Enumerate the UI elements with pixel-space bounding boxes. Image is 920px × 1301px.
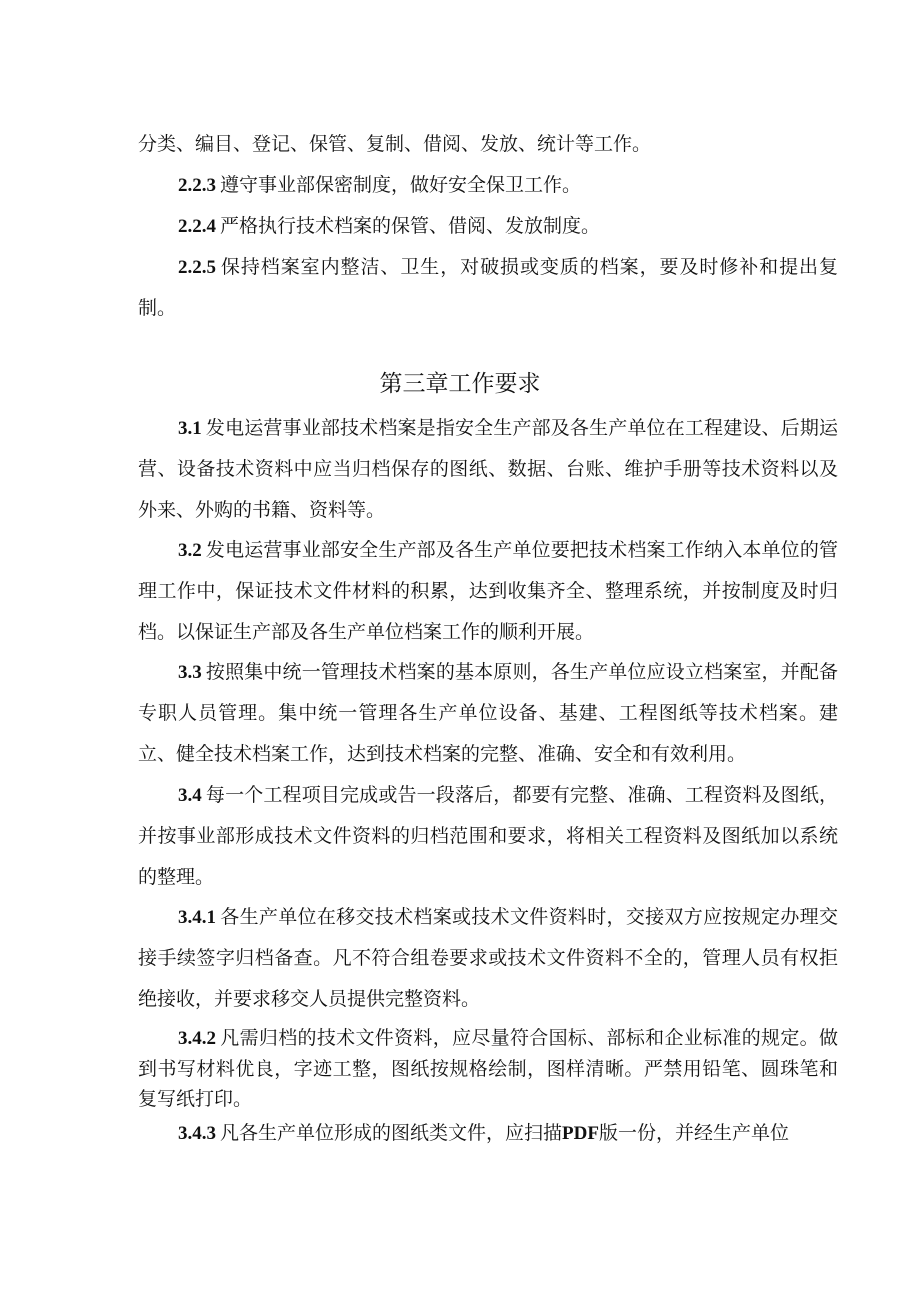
- clause-3-3: [138, 652, 838, 775]
- clause-3-1: [138, 408, 838, 531]
- clause-text: 保持档案室内整洁、卫生，对破损或变质的档案，要及时修补和提出复制。: [138, 256, 838, 319]
- clause-text: 发电运营事业部技术档案是指安全生产部及各生产单位在工程建设、后期运营、设备技术资料中应当归档保存的图纸、数据、台账、维护手册等技术资料以及外来、外购的书籍、资料等。: [138, 417, 838, 521]
- clause-2-2-3: [138, 165, 838, 206]
- clause-3-4: [138, 775, 838, 898]
- clause-number: 3.4.1: [178, 907, 216, 928]
- clause-3-4-1: [138, 897, 838, 1020]
- clause-number: 3.4.3: [178, 1123, 216, 1144]
- clause-3-4-3: [138, 1113, 838, 1154]
- clause-number: 3.4.2: [178, 1028, 216, 1049]
- clause-number: 3.2: [178, 540, 202, 561]
- paragraph-text: 分类、编目、登记、保管、复制、借阅、发放、统计等工作。: [138, 133, 652, 155]
- clause-3-2: [138, 530, 838, 653]
- clause-text-after: 版一份，并经生产单位: [598, 1122, 789, 1144]
- clause-text: 发电运营事业部安全生产部及各生产单位要把技术档案工作纳入本单位的管理工作中，保证技术文件材料的积累，达到收集齐全、整理系统，并按制度及时归档。以保证生产部及各生产单位档案工作的顺利开展。: [138, 539, 838, 643]
- clause-number: 2.2.3: [178, 175, 216, 196]
- clause-text: 遵守事业部保密制度，做好安全保卫工作。: [220, 174, 582, 196]
- clause-number: 2.2.4: [178, 216, 216, 237]
- chapter-title: 第三章工作要求: [379, 371, 541, 397]
- clause-text: 每一个工程项目完成或告一段落后，都要有完整、准确、工程资料及图纸，并按事业部形成技术文件资料的归档范围和要求，将相关工程资料及图纸加以系统的整理。: [138, 784, 838, 888]
- clause-text: 各生产单位在移交技术档案或技术文件资料时，交接双方应按规定办理交接手续签字归档备查。凡不符合组卷要求或技术文件资料不全的，管理人员有权拒绝接收，并要求移交人员提供完整资料。: [138, 906, 838, 1010]
- clause-number: 3.4: [178, 785, 202, 806]
- clause-number: 2.2.5: [178, 257, 216, 278]
- paragraph-continuation: [138, 124, 838, 165]
- clause-text: 严格执行技术档案的保管、借阅、发放制度。: [220, 215, 601, 237]
- clause-2-2-5: [138, 247, 838, 329]
- clause-text-before: 凡各生产单位形成的图纸类文件，应扫描: [220, 1122, 563, 1144]
- clause-2-2-4: [138, 206, 838, 247]
- clause-number: 3.1: [178, 418, 202, 439]
- clause-number: 3.3: [178, 662, 202, 683]
- clause-3-4-2: [138, 1023, 838, 1114]
- clause-text: 按照集中统一管理技术档案的基本原则，各生产单位应设立档案室，并配备专职人员管理。集中统一管理各生产单位设备、基建、工程图纸等技术档案。建立、健全技术档案工作，达到技术档案的完整、准确、安全和有效利用。: [138, 661, 838, 765]
- clause-text: 凡需归档的技术文件资料，应尽量符合国标、部标和企业标准的规定。做到书写材料优良，字迹工整，图纸按规格绘制，图样清晰。严禁用铅笔、圆珠笔和复写纸打印。: [138, 1027, 838, 1110]
- pdf-term: PDF: [562, 1123, 599, 1144]
